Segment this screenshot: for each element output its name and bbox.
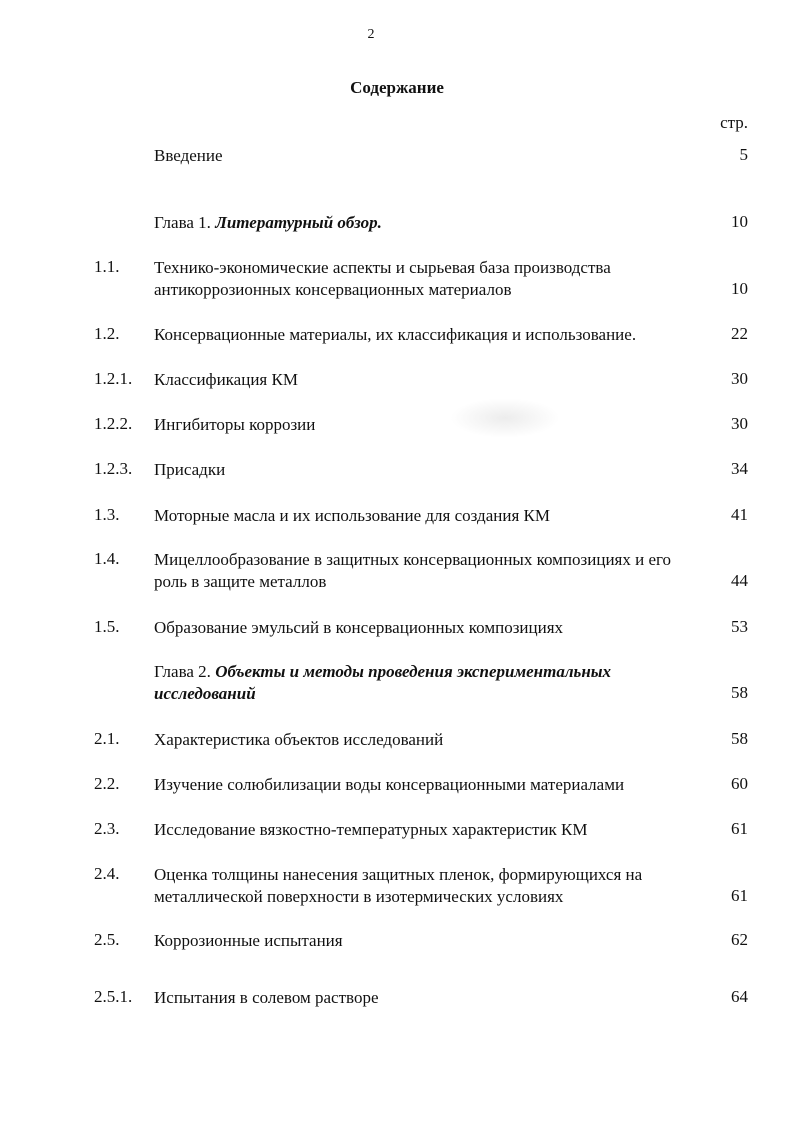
toc-entry-page: 58 <box>731 683 748 702</box>
chapter-title: Объекты и методы проведения экспериментальных исследований <box>154 662 612 703</box>
page-title: Содержание <box>350 78 444 97</box>
toc-entry-page: 10 <box>731 212 748 231</box>
toc-entry-number: 2.4. <box>94 864 120 883</box>
toc-entry-title: Классификация КМ <box>154 370 298 389</box>
toc-entry-page: 44 <box>731 571 748 590</box>
toc-entry-title: Испытания в солевом растворе <box>154 988 379 1007</box>
toc-entry-number: 2.2. <box>94 774 120 793</box>
toc-entry-title: Ингибиторы коррозии <box>154 415 316 434</box>
toc-entry-title: Образование эмульсий в консервационных композициях <box>154 618 564 637</box>
toc-entry-page: 61 <box>731 886 748 905</box>
toc-entry-title: Присадки <box>154 460 226 479</box>
chapter-title: Литературный обзор. <box>215 213 382 232</box>
toc-entry-page: 53 <box>731 617 748 636</box>
toc-entry-page: 5 <box>739 145 748 164</box>
toc-entry-number: 2.5.1. <box>94 987 133 1006</box>
toc-entry-title: Мицеллообразование в защитных консервационных композициях и его роль в защите металлов <box>154 550 672 591</box>
toc-entry-title: Изучение солюбилизации воды консервационными материалами <box>154 775 625 794</box>
toc-entry-title: Консервационные материалы, их классификация и использование. <box>154 325 637 344</box>
toc-entry-title <box>154 212 699 234</box>
toc-entry-page: 34 <box>731 459 748 478</box>
toc-entry-page: 30 <box>731 369 748 388</box>
toc-entry-number: 1.4. <box>94 549 120 568</box>
toc-entry-page: 58 <box>731 729 748 748</box>
toc-entry-title: Технико-экономические аспекты и сырьевая база производства антикоррозионных консервационных материалов <box>154 258 611 299</box>
toc-entry-title: Коррозионные испытания <box>154 931 343 950</box>
toc-entry-number: 1.1. <box>94 257 120 276</box>
toc-entry-title: Моторные масла и их использование для создания КМ <box>154 506 550 525</box>
toc-entry-number: 2.5. <box>94 930 120 949</box>
toc-entry-page: 30 <box>731 414 748 433</box>
toc-entry-number: 2.1. <box>94 729 120 748</box>
toc-entry-title: Характеристика объектов исследований <box>154 730 444 749</box>
toc-entry-title: Исследование вязкостно-температурных характеристик КМ <box>154 820 588 839</box>
toc-entry-page: 10 <box>731 279 748 298</box>
page-column-label: стр. <box>720 113 748 132</box>
page-number: 2 <box>367 27 375 42</box>
toc-entry-page: 60 <box>731 774 748 793</box>
toc-entry-number: 1.3. <box>94 505 120 524</box>
chapter-prefix: Глава 1. <box>154 213 216 232</box>
chapter-prefix: Глава 2. <box>154 662 216 681</box>
toc-entry-number: 1.2.1. <box>94 369 133 388</box>
toc-entry-number: 1.5. <box>94 617 120 636</box>
toc-entry-page: 22 <box>731 324 748 343</box>
toc-entry-title <box>154 661 674 705</box>
toc-entry-number: 2.3. <box>94 819 120 838</box>
toc-entry-number: 1.2.2. <box>94 414 133 433</box>
toc-entry-page: 61 <box>731 819 748 838</box>
toc-entry-title: Оценка толщины нанесения защитных пленок, формирующихся на металлической поверхности в изотермических условиях <box>154 865 643 906</box>
toc-entry-page: 62 <box>731 930 748 949</box>
toc-entry-page: 41 <box>731 505 748 524</box>
toc-entry-title: Введение <box>154 146 223 165</box>
toc-entry-number: 1.2. <box>94 324 120 343</box>
toc-entry-number: 1.2.3. <box>94 459 133 478</box>
toc-entry-page: 64 <box>731 987 748 1006</box>
